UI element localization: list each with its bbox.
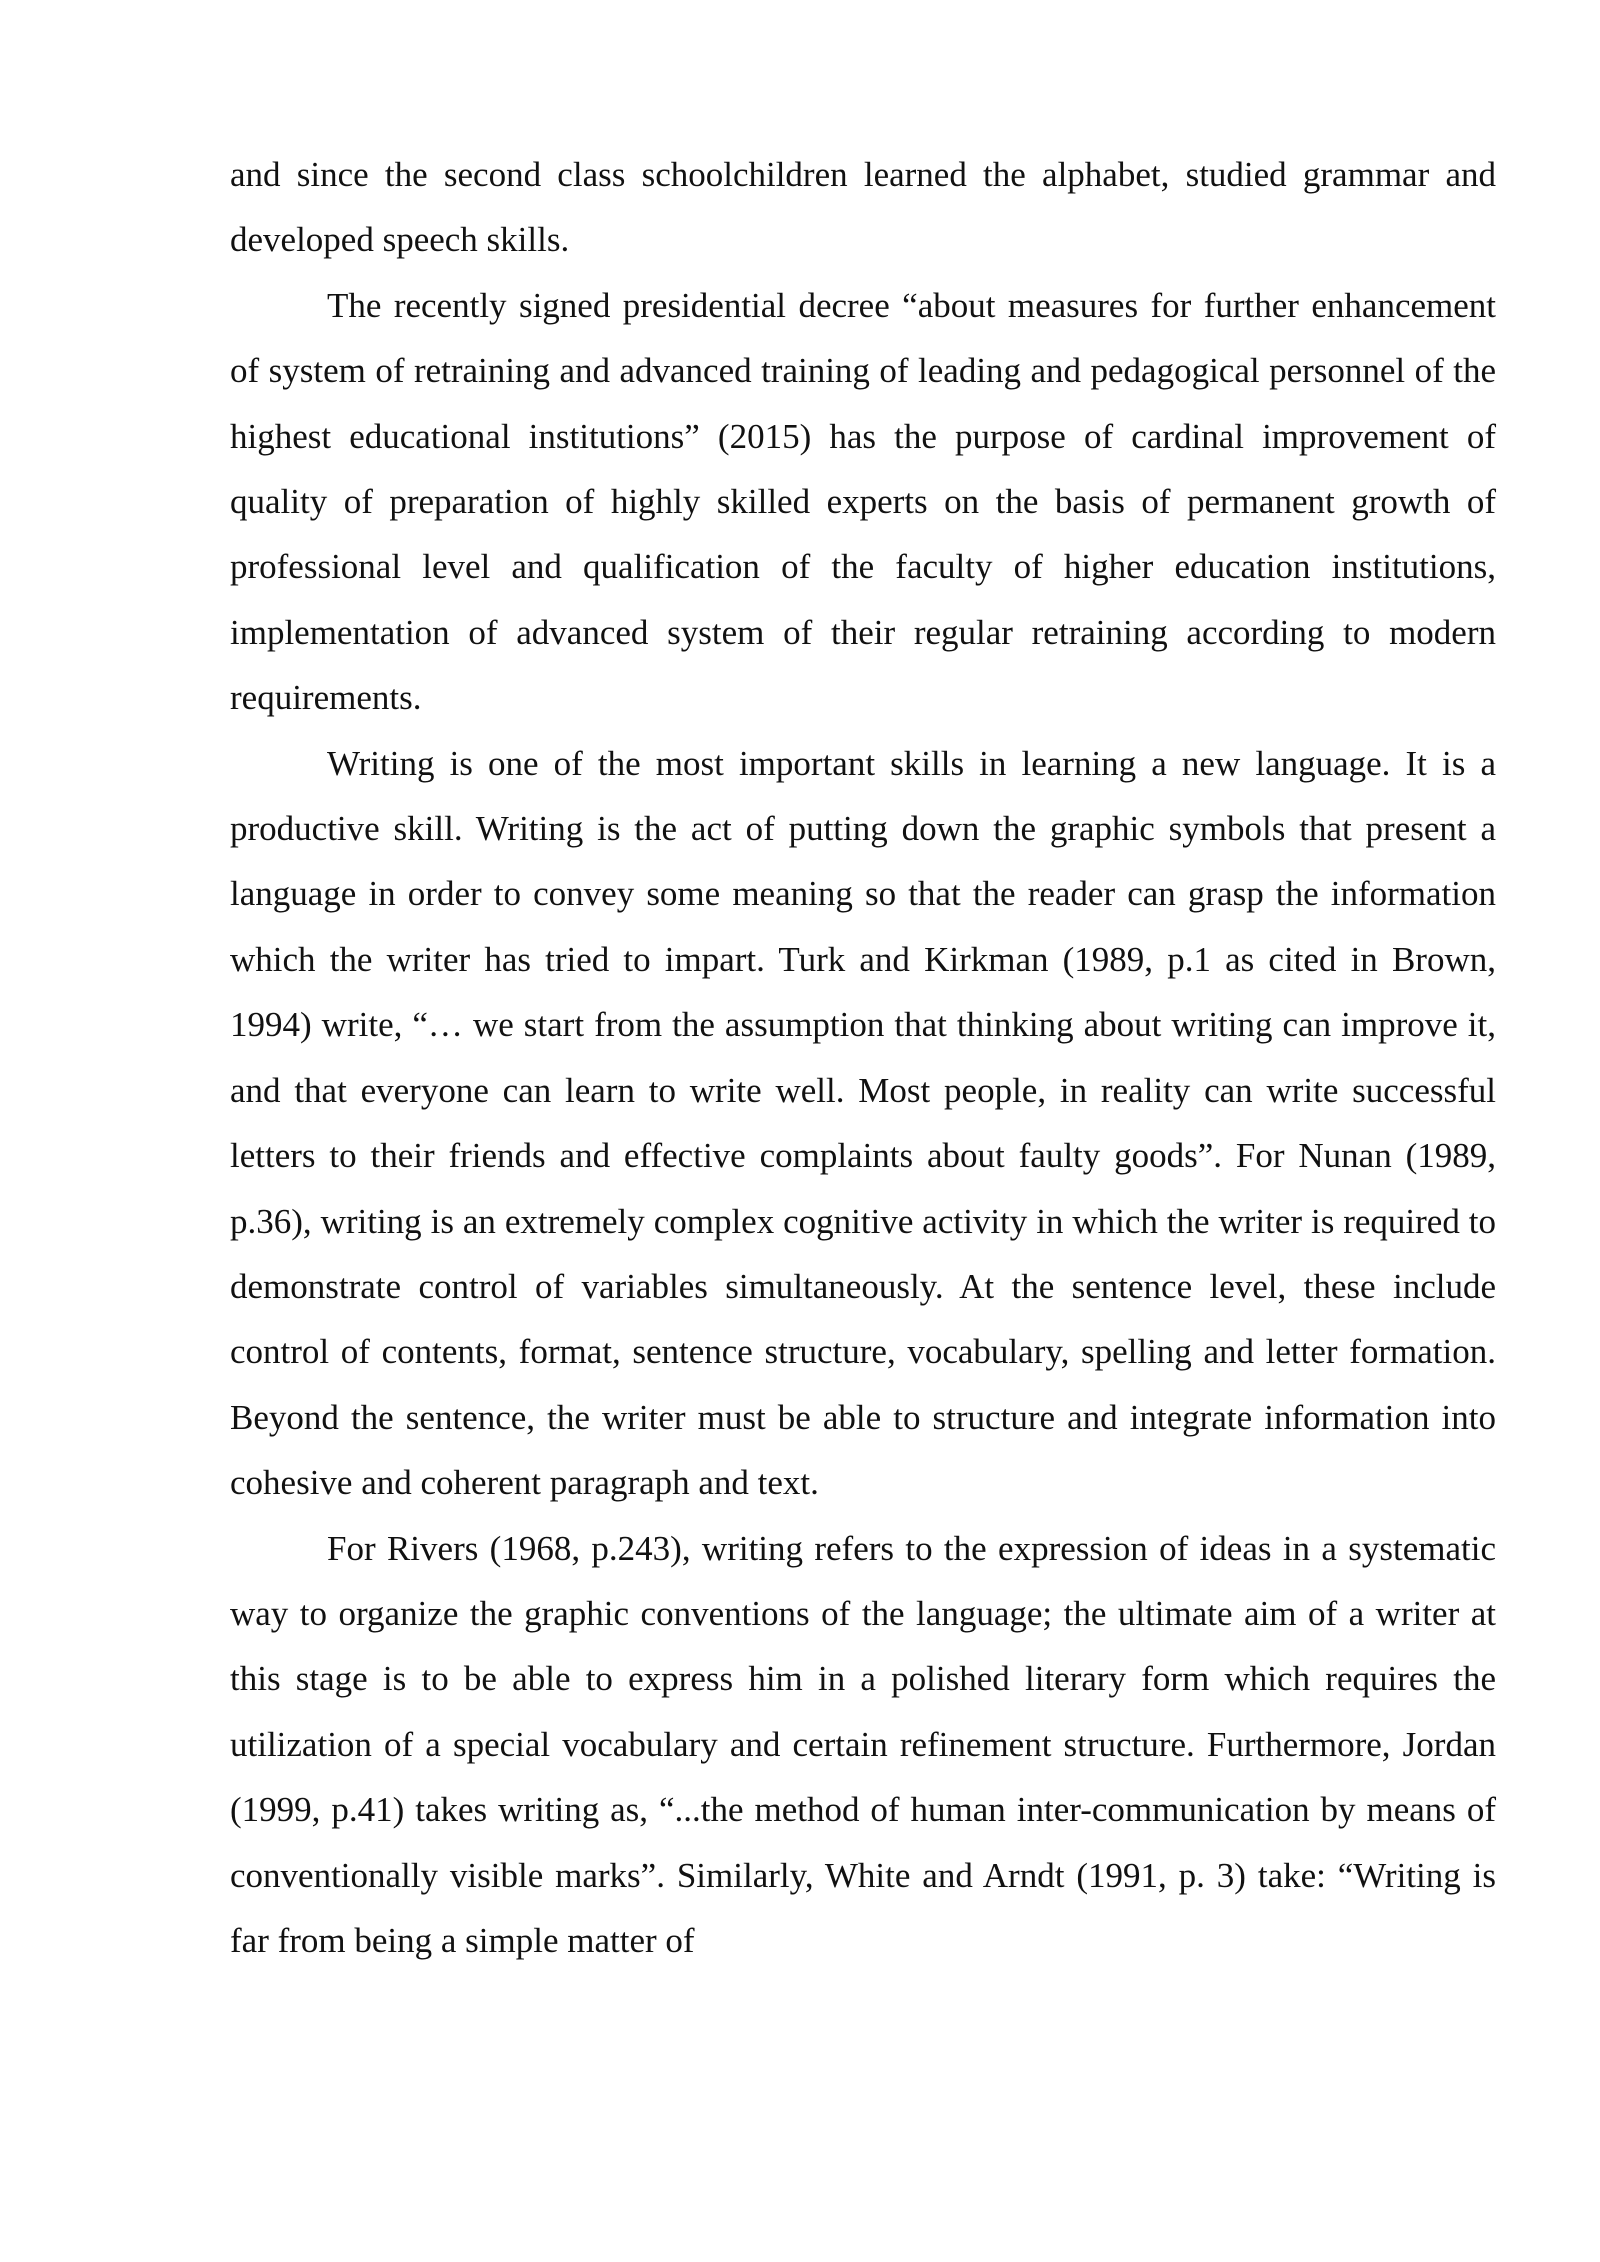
paragraph-rivers-definition: For Rivers (1968, p.243), writing refers to the expression of ideas in a systematic way to organize the graphic conventions of the language; the ultimate aim of a writer at this stage is to be able to express him in a polished literary form which requires the utilization of a special vocabulary and certain refinement structure. Furthermore, Jordan (1999, p.41) takes writing as, “...the method of human inter-communication by means of conventionally visible marks”. Similarly, White and Arndt (1991, p. 3) take: “Writing is far from being a simple matter of xyxy=(230,1528,1496,1960)
paragraph-writing-skill: Writing is one of the most important skills in learning a new language. It is a productive skill. Writing is the act of putting down the graphic symbols that present a language in order to convey some meaning so that the reader can grasp the information which the writer has tried to impart. Turk and Kirkman (1989, p.1 as cited in Brown, 1994) write, “… we start from the assumption that thinking about writing can improve it, and that everyone can learn to write well. Most people, in reality can write successful letters to their friends and effective complaints about faulty goods”. For Nunan (1989, p.36), writing is an extremely complex cognitive activity in which the writer is required to demonstrate control of variables simultaneously. At the sentence level, these include control of contents, format, sentence structure, vocabulary, spelling and letter formation. Beyond the sentence, the writer must be able to structure and integrate information into cohesive and coherent paragraph and text. xyxy=(230,743,1496,1503)
paragraph-continuation: and since the second class schoolchildren learned the alphabet, studied grammar and developed speech skills. xyxy=(230,155,1496,260)
body-text xyxy=(230,142,1496,1973)
paragraph-presidential-decree: The recently signed presidential decree “about measures for further enhancement of system of retraining and advanced training of leading and pedagogical personnel of the highest educational institutions” (2015) has the purpose of cardinal improvement of quality of preparation of highly skilled experts on the basis of permanent growth of professional level and qualification of the faculty of higher education institutions, implementation of advanced system of their regular retraining according to modern requirements. xyxy=(230,285,1496,718)
